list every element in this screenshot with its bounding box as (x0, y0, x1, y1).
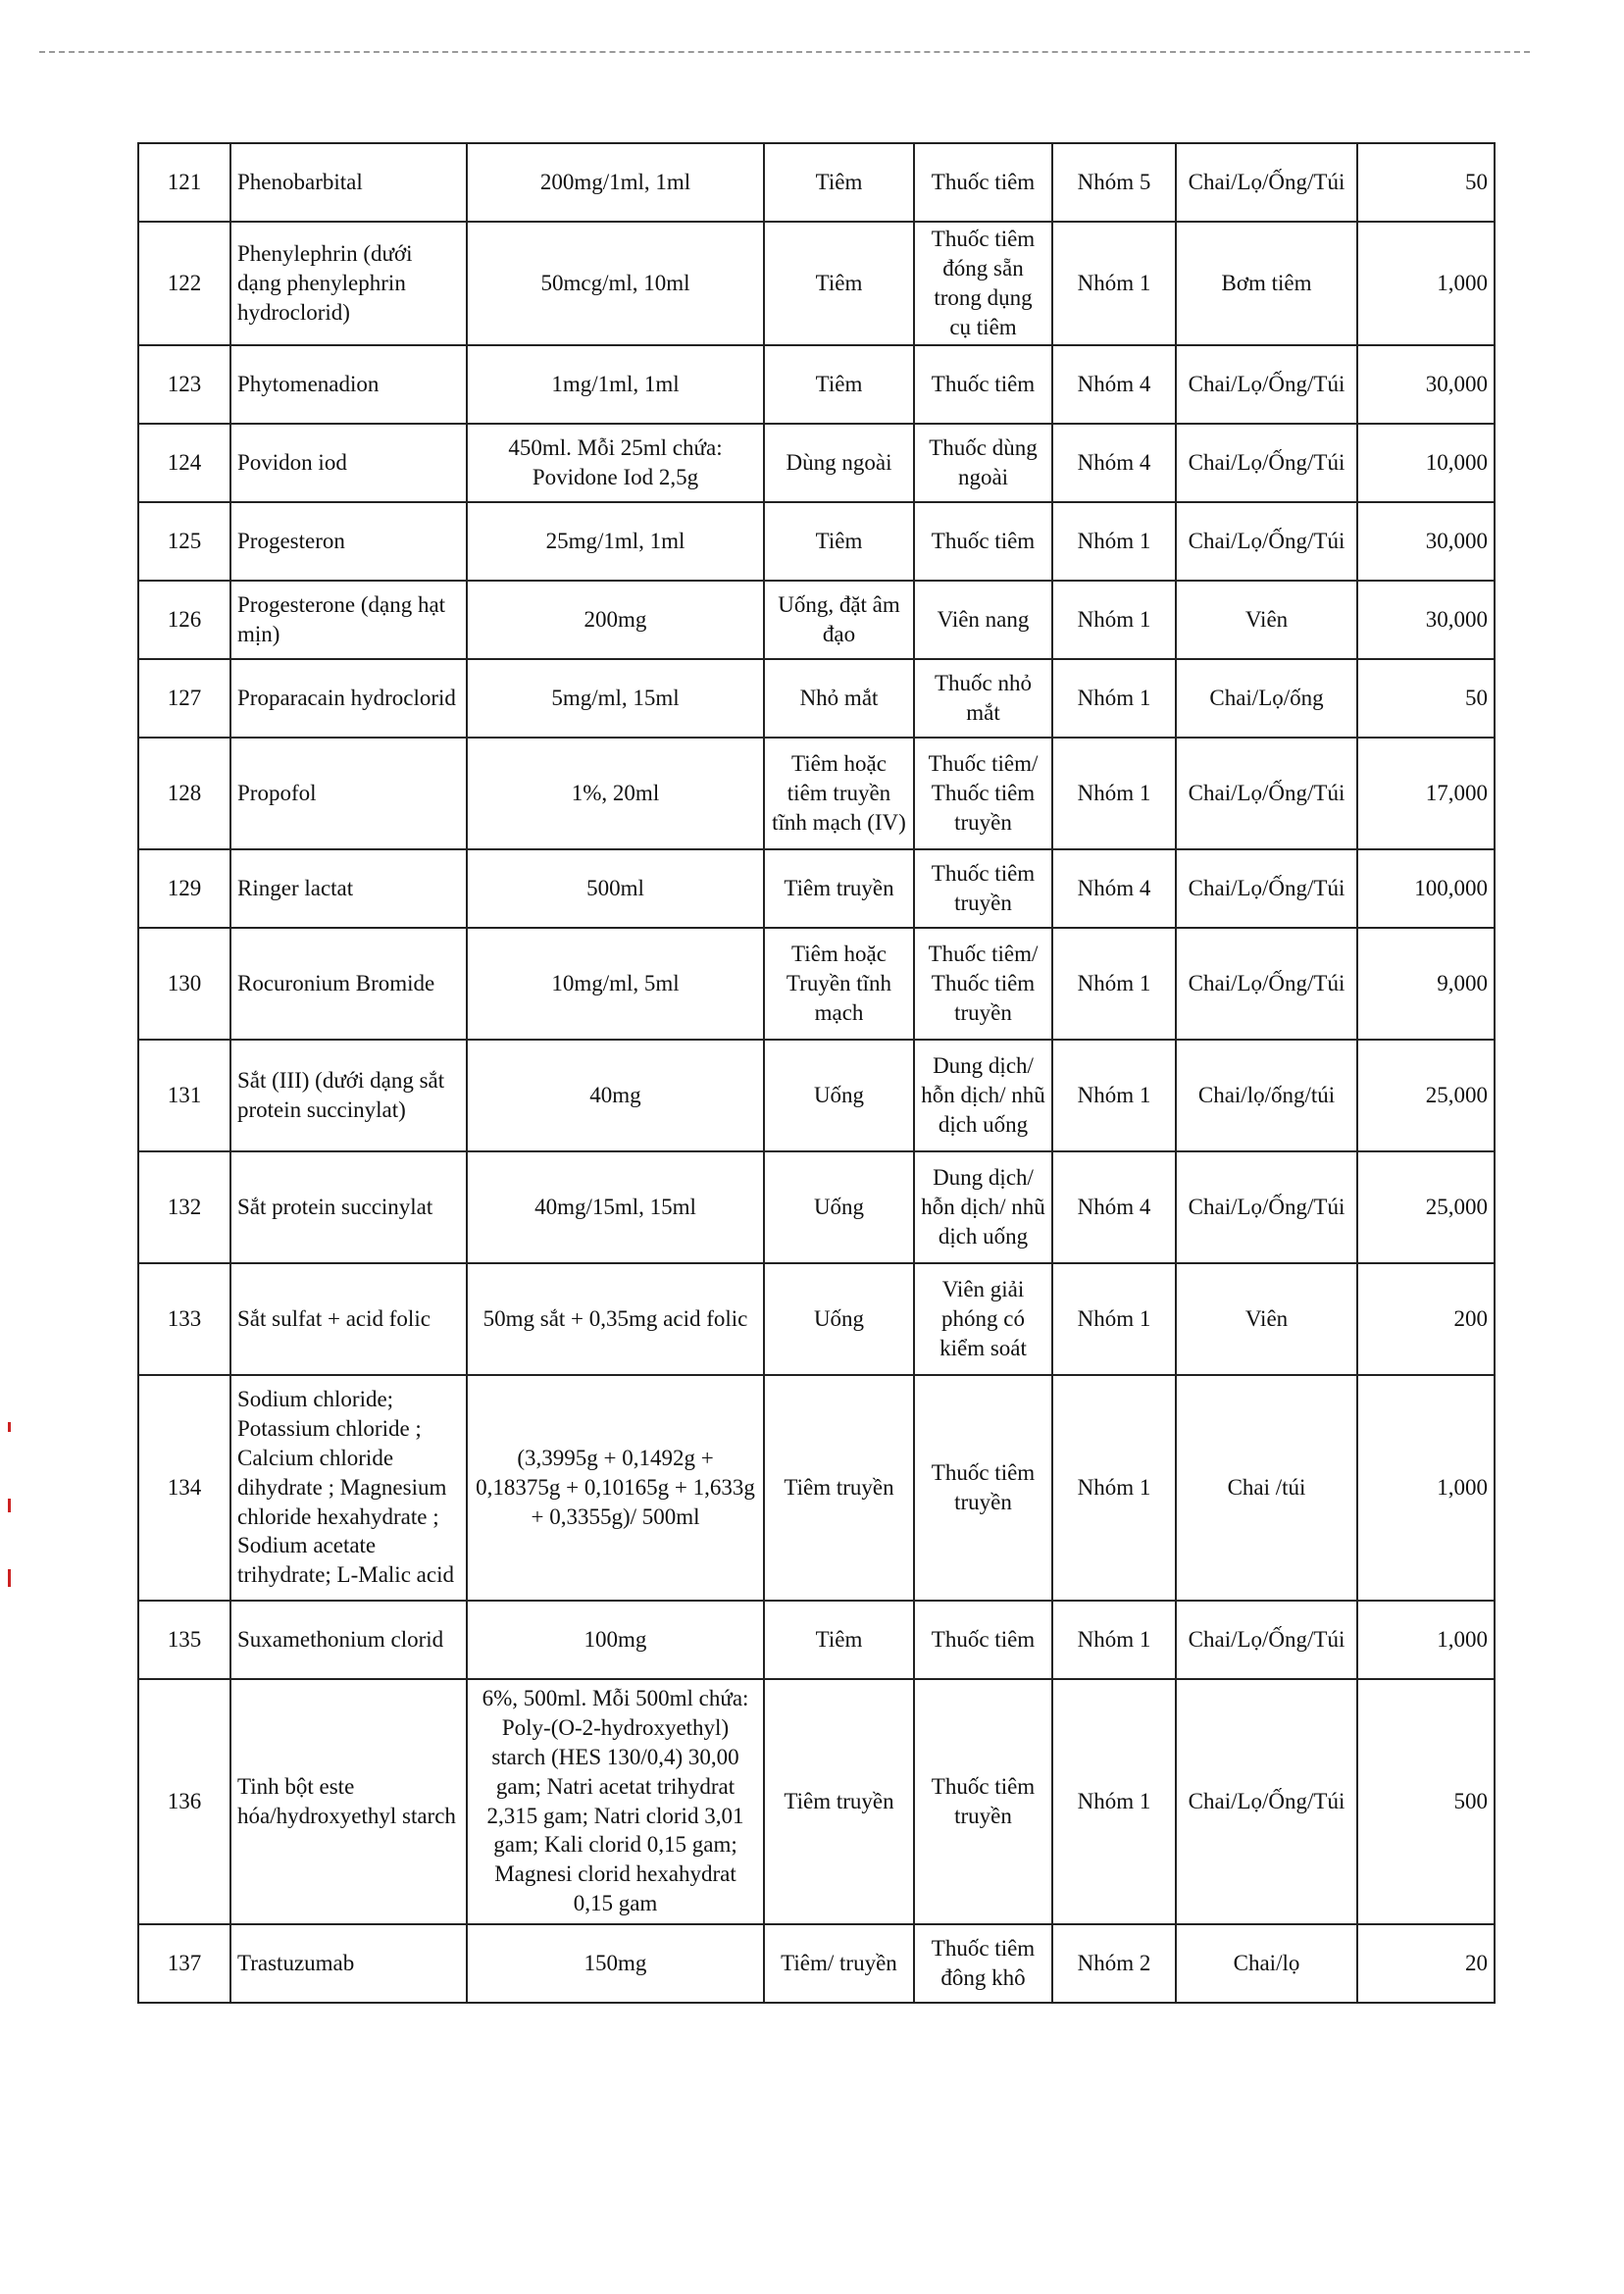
drug-name-cell: Sắt sulfat + acid folic (230, 1263, 467, 1375)
table-row (138, 345, 1495, 424)
table-row (138, 1263, 1495, 1375)
dosage-form-cell: Thuốc nhỏ mắt (914, 659, 1052, 738)
packaging-unit-cell: Chai/Lọ/ống (1176, 659, 1357, 738)
strength-volume-cell: 40mg/15ml, 15ml (467, 1151, 764, 1263)
technical-group-cell: Nhóm 5 (1052, 143, 1176, 222)
dosage-form-cell: Viên nang (914, 581, 1052, 659)
strength-volume-cell: 1mg/1ml, 1ml (467, 345, 764, 424)
dosage-form-cell: Thuốc tiêm truyền (914, 1375, 1052, 1601)
packaging-unit-cell: Chai/Lọ/Ống/Túi (1176, 849, 1357, 928)
strength-volume-cell: 100mg (467, 1601, 764, 1679)
technical-group-cell: Nhóm 2 (1052, 1924, 1176, 2003)
quantity-cell: 200 (1357, 1263, 1495, 1375)
technical-group-cell: Nhóm 4 (1052, 345, 1176, 424)
technical-group-cell: Nhóm 1 (1052, 1375, 1176, 1601)
technical-group-cell: Nhóm 1 (1052, 581, 1176, 659)
strength-volume-cell: 50mcg/ml, 10ml (467, 222, 764, 345)
table-row (138, 143, 1495, 222)
table-row (138, 1375, 1495, 1601)
technical-group-cell: Nhóm 1 (1052, 1679, 1176, 1924)
packaging-unit-cell: Chai/Lọ/Ống/Túi (1176, 1679, 1357, 1924)
packaging-unit-cell: Chai/Lọ/Ống/Túi (1176, 143, 1357, 222)
row-number-cell: 133 (138, 1263, 230, 1375)
quantity-cell: 20 (1357, 1924, 1495, 2003)
row-number-cell: 123 (138, 345, 230, 424)
table-row (138, 738, 1495, 849)
scan-mark (8, 1422, 11, 1432)
table-row (138, 581, 1495, 659)
route-of-administration-cell: Dùng ngoài (764, 424, 914, 502)
row-number-cell: 136 (138, 1679, 230, 1924)
drug-name-cell: Phenylephrin (dưới dạng phenylephrin hydroclorid) (230, 222, 467, 345)
row-number-cell: 128 (138, 738, 230, 849)
technical-group-cell: Nhóm 1 (1052, 1040, 1176, 1151)
quantity-cell: 30,000 (1357, 345, 1495, 424)
dosage-form-cell: Thuốc tiêm đông khô (914, 1924, 1052, 2003)
scan-mark (8, 1569, 11, 1587)
quantity-cell: 1,000 (1357, 1375, 1495, 1601)
technical-group-cell: Nhóm 1 (1052, 502, 1176, 581)
drug-name-cell: Progesteron (230, 502, 467, 581)
quantity-cell: 500 (1357, 1679, 1495, 1924)
drug-name-cell: Povidon iod (230, 424, 467, 502)
row-number-cell: 126 (138, 581, 230, 659)
quantity-cell: 30,000 (1357, 581, 1495, 659)
quantity-cell: 25,000 (1357, 1151, 1495, 1263)
packaging-unit-cell: Viên (1176, 581, 1357, 659)
technical-group-cell: Nhóm 4 (1052, 849, 1176, 928)
route-of-administration-cell: Uống (764, 1040, 914, 1151)
dosage-form-cell: Thuốc tiêm (914, 502, 1052, 581)
row-number-cell: 124 (138, 424, 230, 502)
row-number-cell: 131 (138, 1040, 230, 1151)
drug-name-cell: Sắt protein succinylat (230, 1151, 467, 1263)
table-row (138, 1601, 1495, 1679)
row-number-cell: 132 (138, 1151, 230, 1263)
strength-volume-cell: 200mg (467, 581, 764, 659)
drug-name-cell: Propofol (230, 738, 467, 849)
quantity-cell: 9,000 (1357, 928, 1495, 1040)
row-number-cell: 137 (138, 1924, 230, 2003)
row-number-cell: 134 (138, 1375, 230, 1601)
row-number-cell: 135 (138, 1601, 230, 1679)
quantity-cell: 1,000 (1357, 222, 1495, 345)
quantity-cell: 50 (1357, 659, 1495, 738)
dosage-form-cell: Thuốc tiêm (914, 345, 1052, 424)
strength-volume-cell: 10mg/ml, 5ml (467, 928, 764, 1040)
drug-name-cell: Trastuzumab (230, 1924, 467, 2003)
strength-volume-cell: 500ml (467, 849, 764, 928)
dosage-form-cell: Thuốc tiêm (914, 1601, 1052, 1679)
strength-volume-cell: 150mg (467, 1924, 764, 2003)
technical-group-cell: Nhóm 1 (1052, 1263, 1176, 1375)
route-of-administration-cell: Tiêm (764, 502, 914, 581)
quantity-cell: 10,000 (1357, 424, 1495, 502)
strength-volume-cell: 50mg sắt + 0,35mg acid folic (467, 1263, 764, 1375)
strength-volume-cell: (3,3995g + 0,1492g + 0,18375g + 0,10165g + 1,633g + 0,3355g)/ 500ml (467, 1375, 764, 1601)
strength-volume-cell: 1%, 20ml (467, 738, 764, 849)
dosage-form-cell: Thuốc tiêm đóng sẵn trong dụng cụ tiêm (914, 222, 1052, 345)
row-number-cell: 121 (138, 143, 230, 222)
route-of-administration-cell: Uống (764, 1151, 914, 1263)
drug-name-cell: Phytomenadion (230, 345, 467, 424)
technical-group-cell: Nhóm 1 (1052, 928, 1176, 1040)
drug-name-cell: Ringer lactat (230, 849, 467, 928)
dosage-form-cell: Thuốc dùng ngoài (914, 424, 1052, 502)
dosage-form-cell: Thuốc tiêm/ Thuốc tiêm truyền (914, 928, 1052, 1040)
table-row (138, 928, 1495, 1040)
packaging-unit-cell: Viên (1176, 1263, 1357, 1375)
drug-name-cell: Rocuronium Bromide (230, 928, 467, 1040)
packaging-unit-cell: Chai/lọ/ống/túi (1176, 1040, 1357, 1151)
strength-volume-cell: 40mg (467, 1040, 764, 1151)
route-of-administration-cell: Tiêm/ truyền (764, 1924, 914, 2003)
technical-group-cell: Nhóm 1 (1052, 738, 1176, 849)
table-row (138, 1040, 1495, 1151)
row-number-cell: 122 (138, 222, 230, 345)
route-of-administration-cell: Tiêm (764, 1601, 914, 1679)
dosage-form-cell: Viên giải phóng có kiểm soát (914, 1263, 1052, 1375)
scan-top-rule (39, 51, 1530, 53)
quantity-cell: 25,000 (1357, 1040, 1495, 1151)
drug-name-cell: Tinh bột este hóa/hydroxyethyl starch (230, 1679, 467, 1924)
technical-group-cell: Nhóm 1 (1052, 659, 1176, 738)
packaging-unit-cell: Chai/Lọ/Ống/Túi (1176, 502, 1357, 581)
drug-name-cell: Sodium chloride; Potassium chloride ; Calcium chloride dihydrate ; Magnesium chloride hexahydrate ; Sodium acetate trihydrate; L-Malic acid (230, 1375, 467, 1601)
route-of-administration-cell: Tiêm (764, 222, 914, 345)
quantity-cell: 100,000 (1357, 849, 1495, 928)
technical-group-cell: Nhóm 4 (1052, 1151, 1176, 1263)
packaging-unit-cell: Chai/Lọ/Ống/Túi (1176, 738, 1357, 849)
quantity-cell: 17,000 (1357, 738, 1495, 849)
row-number-cell: 129 (138, 849, 230, 928)
table-row (138, 424, 1495, 502)
route-of-administration-cell: Uống (764, 1263, 914, 1375)
drug-name-cell: Sắt (III) (dưới dạng sắt protein succinylat) (230, 1040, 467, 1151)
dosage-form-cell: Thuốc tiêm truyền (914, 849, 1052, 928)
drug-name-cell: Suxamethonium clorid (230, 1601, 467, 1679)
route-of-administration-cell: Tiêm hoặc tiêm truyền tĩnh mạch (IV) (764, 738, 914, 849)
route-of-administration-cell: Uống, đặt âm đạo (764, 581, 914, 659)
scan-mark (8, 1499, 11, 1512)
route-of-administration-cell: Nhỏ mắt (764, 659, 914, 738)
table-row (138, 1679, 1495, 1924)
technical-group-cell: Nhóm 1 (1052, 222, 1176, 345)
table-row (138, 502, 1495, 581)
quantity-cell: 50 (1357, 143, 1495, 222)
quantity-cell: 30,000 (1357, 502, 1495, 581)
strength-volume-cell: 200mg/1ml, 1ml (467, 143, 764, 222)
strength-volume-cell: 25mg/1ml, 1ml (467, 502, 764, 581)
dosage-form-cell: Thuốc tiêm truyền (914, 1679, 1052, 1924)
row-number-cell: 127 (138, 659, 230, 738)
dosage-form-cell: Thuốc tiêm (914, 143, 1052, 222)
packaging-unit-cell: Chai/Lọ/Ống/Túi (1176, 345, 1357, 424)
route-of-administration-cell: Tiêm truyền (764, 1375, 914, 1601)
packaging-unit-cell: Chai/lọ (1176, 1924, 1357, 2003)
packaging-unit-cell: Chai/Lọ/Ống/Túi (1176, 424, 1357, 502)
row-number-cell: 125 (138, 502, 230, 581)
table-row (138, 1924, 1495, 2003)
route-of-administration-cell: Tiêm truyền (764, 849, 914, 928)
packaging-unit-cell: Chai/Lọ/Ống/Túi (1176, 928, 1357, 1040)
route-of-administration-cell: Tiêm hoặc Truyền tĩnh mạch (764, 928, 914, 1040)
dosage-form-cell: Dung dịch/ hỗn dịch/ nhũ dịch uống (914, 1040, 1052, 1151)
table-row (138, 659, 1495, 738)
quantity-cell: 1,000 (1357, 1601, 1495, 1679)
strength-volume-cell: 450ml. Mỗi 25ml chứa: Povidone Iod 2,5g (467, 424, 764, 502)
table-row (138, 849, 1495, 928)
technical-group-cell: Nhóm 4 (1052, 424, 1176, 502)
route-of-administration-cell: Tiêm (764, 143, 914, 222)
drug-name-cell: Proparacain hydroclorid (230, 659, 467, 738)
packaging-unit-cell: Bơm tiêm (1176, 222, 1357, 345)
packaging-unit-cell: Chai /túi (1176, 1375, 1357, 1601)
route-of-administration-cell: Tiêm (764, 345, 914, 424)
packaging-unit-cell: Chai/Lọ/Ống/Túi (1176, 1151, 1357, 1263)
strength-volume-cell: 5mg/ml, 15ml (467, 659, 764, 738)
table-row (138, 1151, 1495, 1263)
table-row (138, 222, 1495, 345)
dosage-form-cell: Dung dịch/ hỗn dịch/ nhũ dịch uống (914, 1151, 1052, 1263)
technical-group-cell: Nhóm 1 (1052, 1601, 1176, 1679)
drug-name-cell: Progesterone (dạng hạt mịn) (230, 581, 467, 659)
row-number-cell: 130 (138, 928, 230, 1040)
route-of-administration-cell: Tiêm truyền (764, 1679, 914, 1924)
strength-volume-cell: 6%, 500ml. Mỗi 500ml chứa: Poly-(O-2-hydroxyethyl) starch (HES 130/0,4) 30,00 gam; Natri acetat trihydrat 2,315 gam; Natri clorid 3,01 gam; Kali clorid 0,15 gam; Magnesi clorid hexahydrat 0,15 gam (467, 1679, 764, 1924)
packaging-unit-cell: Chai/Lọ/Ống/Túi (1176, 1601, 1357, 1679)
drug-name-cell: Phenobarbital (230, 143, 467, 222)
drug-list-table (137, 142, 1496, 2004)
dosage-form-cell: Thuốc tiêm/ Thuốc tiêm truyền (914, 738, 1052, 849)
